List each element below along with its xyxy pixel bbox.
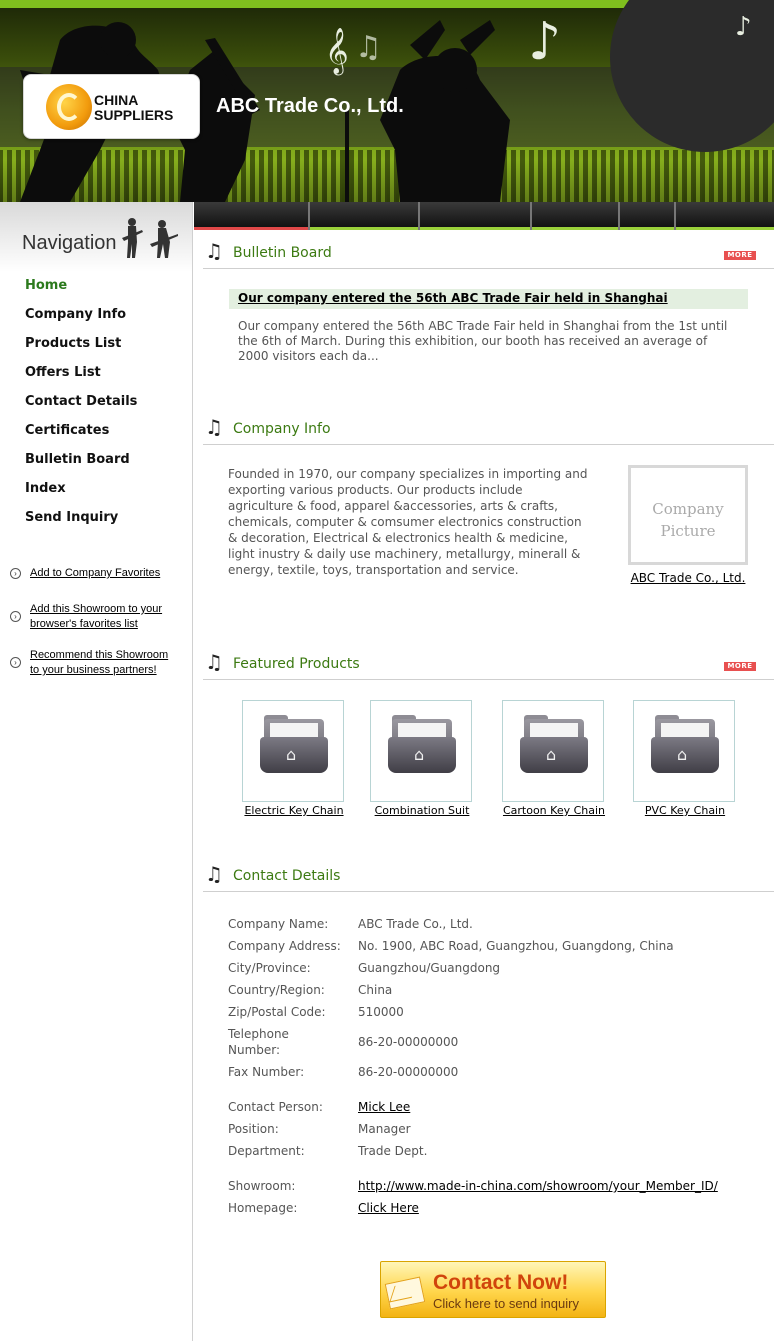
bulletin-section-header [203,239,774,269]
header-banner [0,0,774,202]
tab-5[interactable] [620,202,676,230]
music-note-icon: ♫ [205,239,223,263]
more-button[interactable]: MORE [724,662,756,671]
top-tab-bar [194,202,774,230]
guitarists-icon [120,216,180,260]
music-note-icon: ♫ [205,415,223,439]
contact-label: Telephone Number: [228,1027,289,1057]
product-card[interactable] [633,700,735,817]
add-company-favorites-text[interactable]: Add to Company Favorites [30,567,161,579]
bulletin-body: Our company entered the 56th ABC Trade Fair held in Shanghai from the 1st until the 6th of March. During this exhibition, our booth has received an average of 2000 visitors each da... [238,319,728,363]
product-image[interactable] [370,700,472,802]
tab-3[interactable] [420,202,532,230]
house-icon: ⌂ [286,745,297,764]
contact-label: Department: [228,1144,305,1158]
house-icon: ⌂ [414,745,425,764]
product-card[interactable] [502,700,606,817]
music-note-graphic: ♪ [528,12,562,72]
contact-value: China [358,983,393,997]
contact-now-sublabel: Click here to send inquiry [433,1296,579,1311]
arrow-circle-icon: › [10,657,21,668]
contact-label: Position: [228,1122,279,1136]
sidebar-item-index[interactable]: Index [25,481,66,496]
homepage-link[interactable]: Click Here [358,1201,419,1215]
contact-value [358,1099,410,1115]
company-title: ABC Trade Co., Ltd. [216,95,404,117]
contact-label: Country/Region: [228,983,325,997]
logo-text: CHINA SUPPLIERS [94,92,174,123]
product-link[interactable]: PVC Key Chain [644,804,726,817]
contact-label: Homepage: [228,1201,298,1215]
china-suppliers-logo[interactable] [23,74,200,139]
contact-person-link[interactable]: Mick Lee [358,1100,411,1114]
nav-title: Navigation [22,232,117,254]
product-image[interactable] [242,700,344,802]
product-card[interactable] [370,700,472,817]
recommend-showroom-text[interactable]: Recommend this Showroom to your business partners! [30,649,169,676]
sidebar-item-bulletin-board[interactable]: Bulletin Board [25,452,130,467]
company-info-section-header [203,415,774,445]
contact-value: 510000 [358,1005,404,1019]
sidebar-item-send-inquiry[interactable]: Send Inquiry [25,510,119,525]
contact-value: Trade Dept. [358,1144,428,1158]
contact-label: Contact Person: [228,1100,323,1114]
contact-details-section-header [203,862,774,892]
product-card[interactable] [242,700,344,817]
music-note-icon: ♫ [205,862,223,886]
music-note-graphic: ♪ [735,12,752,42]
arrow-circle-icon: › [10,611,21,622]
contact-value [358,1178,718,1194]
envelope-icon [385,1277,426,1310]
contact-label: City/Province: [228,961,311,975]
contact-value: Manager [358,1122,411,1136]
music-note-graphic: ♫ [355,30,382,65]
tab-6[interactable] [676,202,774,230]
bulletin-headline [229,289,748,309]
more-button[interactable]: MORE [724,251,756,260]
sidebar-item-contact-details[interactable]: Contact Details [25,394,138,409]
contact-value: 86-20-00000000 [358,1065,459,1079]
product-image[interactable] [633,700,735,802]
company-picture-caption [618,571,758,585]
contact-label: Company Address: [228,939,341,953]
company-picture-caption-link[interactable]: ABC Trade Co., Ltd. [630,571,746,585]
contact-value: 86-20-00000000 [358,1035,459,1049]
contact-now-label: Contact Now! [433,1271,569,1294]
company-description: Founded in 1970, our company specializes in importing and exporting various products. Our products include agriculture & food, apparel &accessories, arts & crafts, chemicals, computer & comsumer electronics construction & decoration, Electrical & electronics health & medicine, light inustry & daily use machinery, metallurgy, minerall & energy, textile, toys, transportation and service. [228,467,588,577]
showroom-link[interactable]: http://www.made-in-china.com/showroom/your_Member_ID/ [358,1179,718,1193]
section-title: Contact Details [233,868,341,884]
sidebar-item-certificates[interactable]: Certificates [25,423,110,438]
tab-4[interactable] [532,202,620,230]
product-name [603,804,767,817]
logo-emblem-icon [46,84,92,130]
featured-products-section-header [203,650,774,680]
contact-value: ABC Trade Co., Ltd. [358,917,473,931]
company-picture[interactable]: Company Picture [628,465,748,565]
contact-label: Fax Number: [228,1065,305,1079]
contact-label: Company Name: [228,917,329,931]
sidebar-item-home[interactable]: Home [25,278,68,293]
sidebar-item-products-list[interactable]: Products List [25,336,122,351]
contact-value: No. 1900, ABC Road, Guangzhou, Guangdong, China [358,939,674,953]
section-title: Featured Products [233,656,360,672]
arrow-circle-icon: › [10,568,21,579]
sidebar [0,202,193,1341]
house-icon: ⌂ [677,745,688,764]
product-image[interactable] [502,700,604,802]
sidebar-item-company-info[interactable]: Company Info [25,307,127,322]
product-link[interactable]: Combination Suit [374,804,470,817]
music-note-graphic: 𝄞 [325,28,349,74]
tab-2[interactable] [310,202,420,230]
product-link[interactable]: Electric Key Chain [244,804,344,817]
add-showroom-favorites-text[interactable]: Add this Showroom to your browser's favorites list [30,603,163,630]
contact-value: Guangzhou/Guangdong [358,961,501,975]
contact-now-button[interactable] [380,1261,606,1318]
house-icon: ⌂ [546,745,557,764]
contact-label: Zip/Postal Code: [228,1005,326,1019]
sidebar-item-offers-list[interactable]: Offers List [25,365,101,380]
nav-menu [25,278,137,539]
tab-1[interactable] [194,202,310,230]
bulletin-headline-link[interactable]: Our company entered the 56th ABC Trade Fair held in Shanghai [238,291,668,305]
contact-value [358,1200,419,1216]
nav-header [0,202,192,272]
section-title: Company Info [233,421,331,437]
music-note-icon: ♫ [205,650,223,674]
product-link[interactable]: Cartoon Key Chain [502,804,606,817]
section-title: Bulletin Board [233,245,332,261]
contact-label: Showroom: [228,1179,296,1193]
